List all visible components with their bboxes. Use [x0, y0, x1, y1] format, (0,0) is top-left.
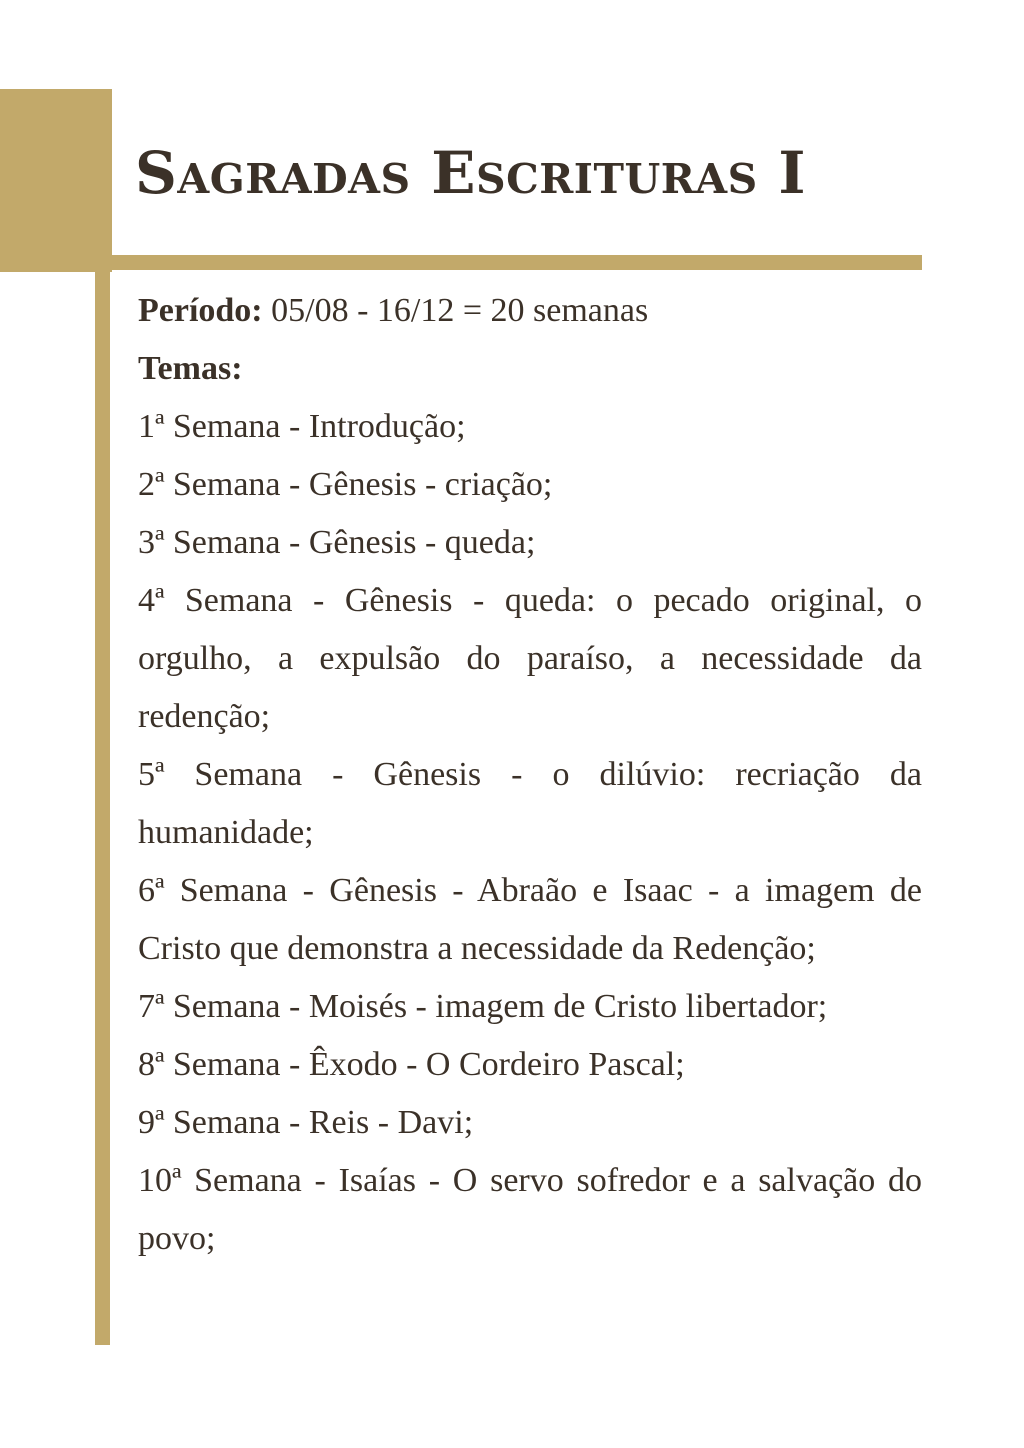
- week-item: 10ª Semana - Isaías - O servo sofredor e a salvação do povo;: [138, 1162, 922, 1257]
- periodo-value: 05/08 - 16/12 = 20 semanas: [271, 292, 649, 329]
- periodo-line: [138, 282, 922, 340]
- week-item: 8ª Semana - Êxodo - O Cordeiro Pascal;: [138, 1046, 685, 1083]
- week-item: 3ª Semana - Gênesis - queda;: [138, 524, 536, 561]
- page-title: Sagradas Escrituras I: [135, 139, 807, 207]
- week-item: 7ª Semana - Moisés - imagem de Cristo libertador;: [138, 988, 828, 1025]
- decorative-corner-block: [0, 89, 112, 272]
- temas-label: Temas:: [138, 350, 243, 387]
- decorative-vertical-rule: [95, 255, 110, 1345]
- week-item: 6ª Semana - Gênesis - Abraão e Isaac - a imagem de Cristo que demonstra a necessidade da Redenção;: [138, 872, 922, 967]
- week-item: 2ª Semana - Gênesis - criação;: [138, 466, 553, 503]
- week-item: 4ª Semana - Gênesis - queda: o pecado original, o orgulho, a expulsão do paraíso, a necessidade da redenção;: [138, 582, 922, 735]
- week-item: 9ª Semana - Reis - Davi;: [138, 1104, 474, 1141]
- week-item: 5ª Semana - Gênesis - o dilúvio: recriação da humanidade;: [138, 756, 922, 851]
- decorative-horizontal-rule: [95, 255, 922, 270]
- periodo-label: Período:: [138, 292, 263, 329]
- syllabus-content: [138, 282, 922, 1268]
- week-item: 1ª Semana - Introdução;: [138, 408, 466, 445]
